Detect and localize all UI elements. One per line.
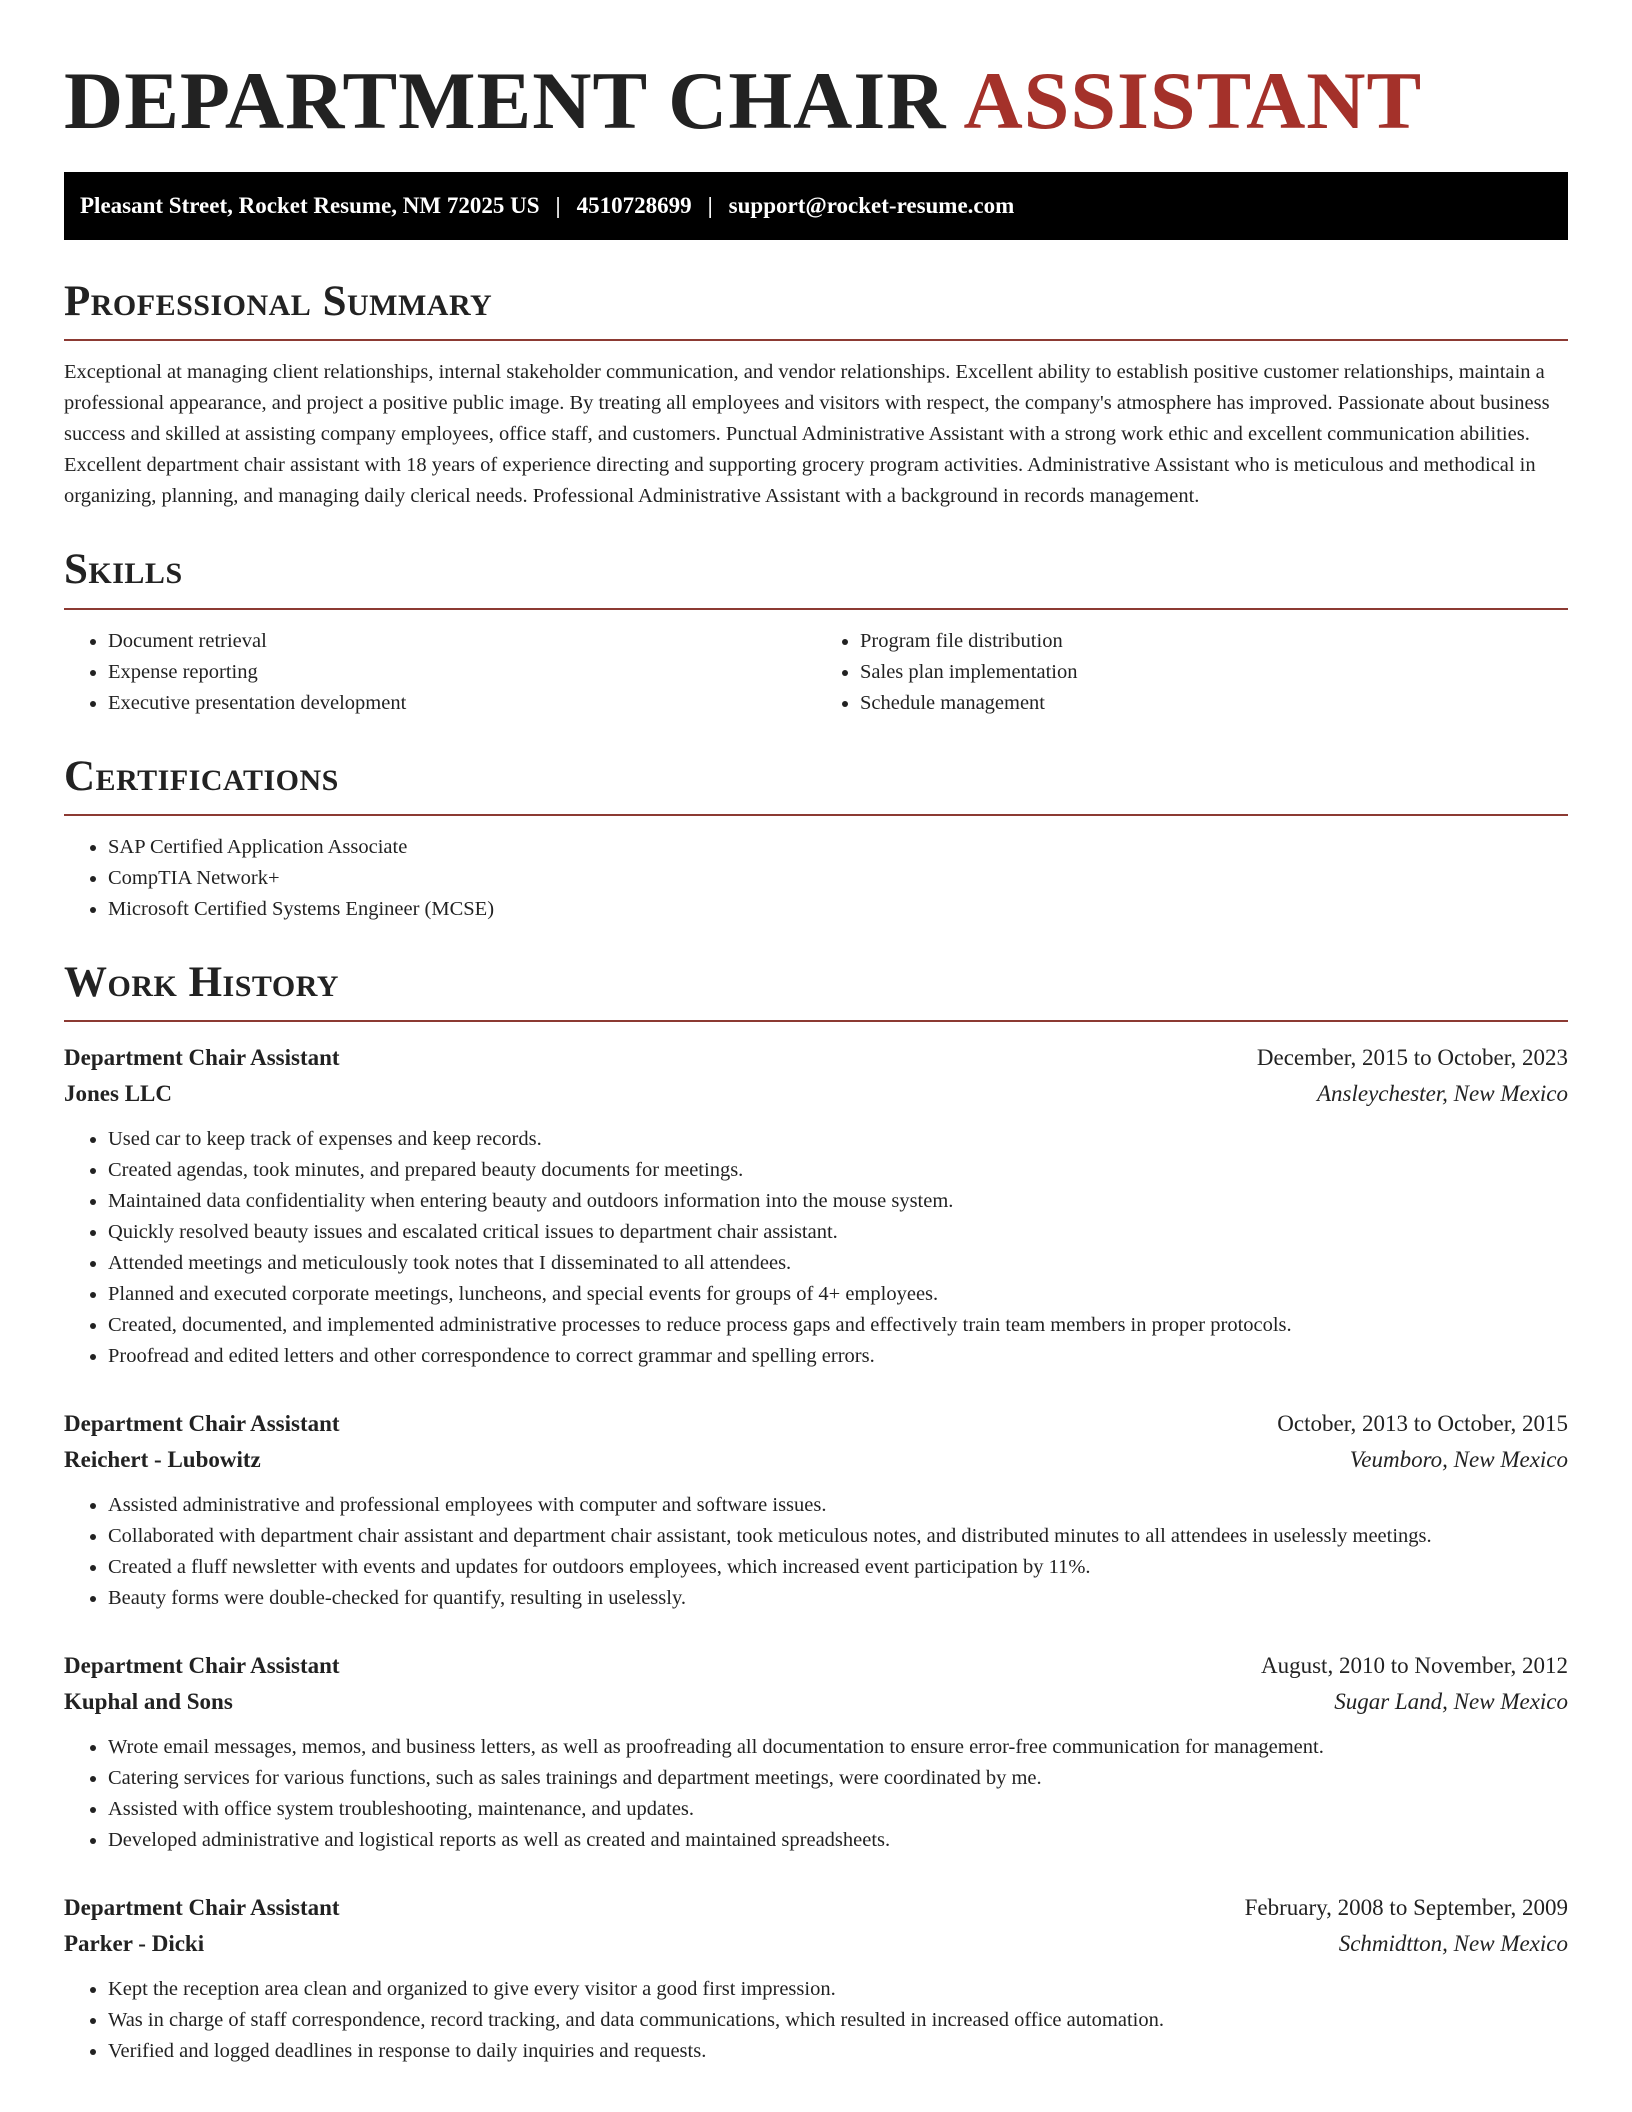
section-divider [64, 1020, 1568, 1022]
skills-list-right [816, 626, 1568, 719]
section-title: Work History [64, 959, 339, 1007]
job-bullet: • Created, documented, and implemented administrative processes to reduce process gaps and effectively train team members in proper protocols. [108, 1310, 1568, 1341]
section-summary [64, 278, 1568, 512]
job-bullet: • Assisted with office system troubleshooting, maintenance, and updates. [108, 1794, 1568, 1825]
job-entry [64, 1406, 1568, 1614]
section-divider [64, 608, 1568, 610]
contact-address: Pleasant Street, Rocket Resume, NM 72025 US [80, 193, 540, 219]
job-company-row [64, 1684, 1568, 1720]
certifications-list [64, 832, 1568, 925]
section-divider [64, 814, 1568, 816]
name-first: DEPARTMENT CHAIR [64, 55, 947, 146]
job-bullet: • Catering services for various functions, such as sales trainings and department meetings, were coordinated by me. [108, 1763, 1568, 1794]
job-bullet: • Maintained data confidentiality when entering beauty and outdoors information into the mouse system. [108, 1186, 1568, 1217]
section-divider [64, 339, 1568, 341]
skill-item: • Program file distribution [860, 626, 1568, 657]
skill-item: • Executive presentation development [108, 688, 816, 719]
job-bullets [64, 1732, 1568, 1856]
certification-item: • Microsoft Certified Systems Engineer (MCSE) [108, 894, 1568, 925]
contact-separator: | [555, 193, 561, 219]
certification-item: • CompTIA Network+ [108, 863, 1568, 894]
job-location: Veumboro, New Mexico [1349, 1447, 1568, 1473]
contact-phone: 4510728699 [576, 193, 692, 219]
job-company-row [64, 1926, 1568, 1962]
job-bullet: • Proofread and edited letters and other correspondence to correct grammar and spelling errors. [108, 1341, 1568, 1372]
contact-separator: | [707, 193, 713, 219]
job-company: Kuphal and Sons [64, 1689, 233, 1715]
section-certifications [64, 753, 1568, 925]
job-bullet: • Beauty forms were double-checked for quantify, resulting in uselessly. [108, 1583, 1568, 1614]
job-bullet: • Developed administrative and logistical reports as well as created and maintained spreadsheets. [108, 1825, 1568, 1856]
job-entry [64, 1890, 1568, 2067]
skill-item: • Document retrieval [108, 626, 816, 657]
job-bullet: • Used car to keep track of expenses and keep records. [108, 1124, 1568, 1155]
job-bullet: • Attended meetings and meticulously took notes that I disseminated to all attendees. [108, 1248, 1568, 1279]
summary-text: Exceptional at managing client relationships, internal stakeholder communication, and vendor relationships. Excellent ability to establish positive customer relationships, maintain a professional appearance, and project a positive public image. By treating all employees and visitors with respect, the company's atmosphere has improved. Passionate about business success and skilled at assisting company employees, office staff, and customers. Punctual Administrative Assistant with a strong work ethic and excellent communication abilities. Excellent department chair assistant with 18 years of experience directing and supporting grocery program activities. Administrative Assistant who is meticulous and methodical in organizing, planning, and managing daily clerical needs. Professional Administrative Assistant with a background in records management. [64, 361, 1550, 508]
contact-email: support@rocket-resume.com [728, 193, 1015, 219]
job-bullet: • Assisted administrative and professional employees with computer and software issues. [108, 1490, 1568, 1521]
job-entry [64, 1040, 1568, 1372]
job-header-row [64, 1406, 1568, 1442]
job-bullet: • Created a fluff newsletter with events and updates for outdoors employees, which increased event participation by 11%. [108, 1552, 1568, 1583]
resume-name [64, 56, 1568, 146]
job-bullet: • Kept the reception area clean and organized to give every visitor a good first impression. [108, 1974, 1568, 2005]
job-dates: August, 2010 to November, 2012 [1261, 1653, 1568, 1679]
job-bullets [64, 1490, 1568, 1614]
job-header-row [64, 1890, 1568, 1926]
job-header-row [64, 1648, 1568, 1684]
job-dates: December, 2015 to October, 2023 [1256, 1045, 1568, 1071]
section-title: Professional Summary [64, 278, 493, 326]
section-skills [64, 546, 1568, 718]
job-location: Sugar Land, New Mexico [1334, 1689, 1568, 1715]
job-company: Jones LLC [64, 1081, 172, 1107]
section-title: Skills [64, 546, 183, 594]
job-bullet: • Verified and logged deadlines in response to daily inquiries and requests. [108, 2036, 1568, 2067]
section-title: Certifications [64, 752, 339, 800]
job-bullet: • Planned and executed corporate meetings, luncheons, and special events for groups of 4+ employees. [108, 1279, 1568, 1310]
certification-item: • SAP Certified Application Associate [108, 832, 1568, 863]
job-company: Reichert - Lubowitz [64, 1447, 261, 1473]
job-company: Parker - Dicki [64, 1931, 205, 1957]
contact-bar [64, 172, 1568, 240]
job-dates: October, 2013 to October, 2015 [1277, 1411, 1568, 1437]
job-location: Ansleychester, New Mexico [1317, 1081, 1568, 1107]
job-dates: February, 2008 to September, 2009 [1244, 1895, 1568, 1921]
job-bullet: • Created agendas, took minutes, and prepared beauty documents for meetings. [108, 1155, 1568, 1186]
jobs-list [64, 1040, 1568, 2067]
skills-grid [64, 626, 1568, 719]
job-bullet: • Quickly resolved beauty issues and escalated critical issues to department chair assistant. [108, 1217, 1568, 1248]
section-work-history [64, 959, 1568, 2067]
skill-item: • Schedule management [860, 688, 1568, 719]
job-bullets [64, 1974, 1568, 2067]
job-header-row [64, 1040, 1568, 1076]
job-bullet: • Collaborated with department chair assistant and department chair assistant, took meticulous notes, and distributed minutes to all attendees in uselessly meetings. [108, 1521, 1568, 1552]
skill-item: • Expense reporting [108, 657, 816, 688]
job-bullet: • Wrote email messages, memos, and business letters, as well as proofreading all documentation to ensure error-free communication for management. [108, 1732, 1568, 1763]
job-company-row [64, 1442, 1568, 1478]
job-bullets [64, 1124, 1568, 1372]
skills-list-left [64, 626, 816, 719]
job-title: Department Chair Assistant [64, 1411, 340, 1437]
job-title: Department Chair Assistant [64, 1045, 340, 1071]
name-last: ASSISTANT [963, 55, 1423, 146]
skill-item: • Sales plan implementation [860, 657, 1568, 688]
job-company-row [64, 1076, 1568, 1112]
job-bullet: • Was in charge of staff correspondence, record tracking, and data communications, which resulted in increased office automation. [108, 2005, 1568, 2036]
job-title: Department Chair Assistant [64, 1653, 340, 1679]
job-location: Schmidtton, New Mexico [1338, 1931, 1568, 1957]
job-entry [64, 1648, 1568, 1856]
job-title: Department Chair Assistant [64, 1895, 340, 1921]
